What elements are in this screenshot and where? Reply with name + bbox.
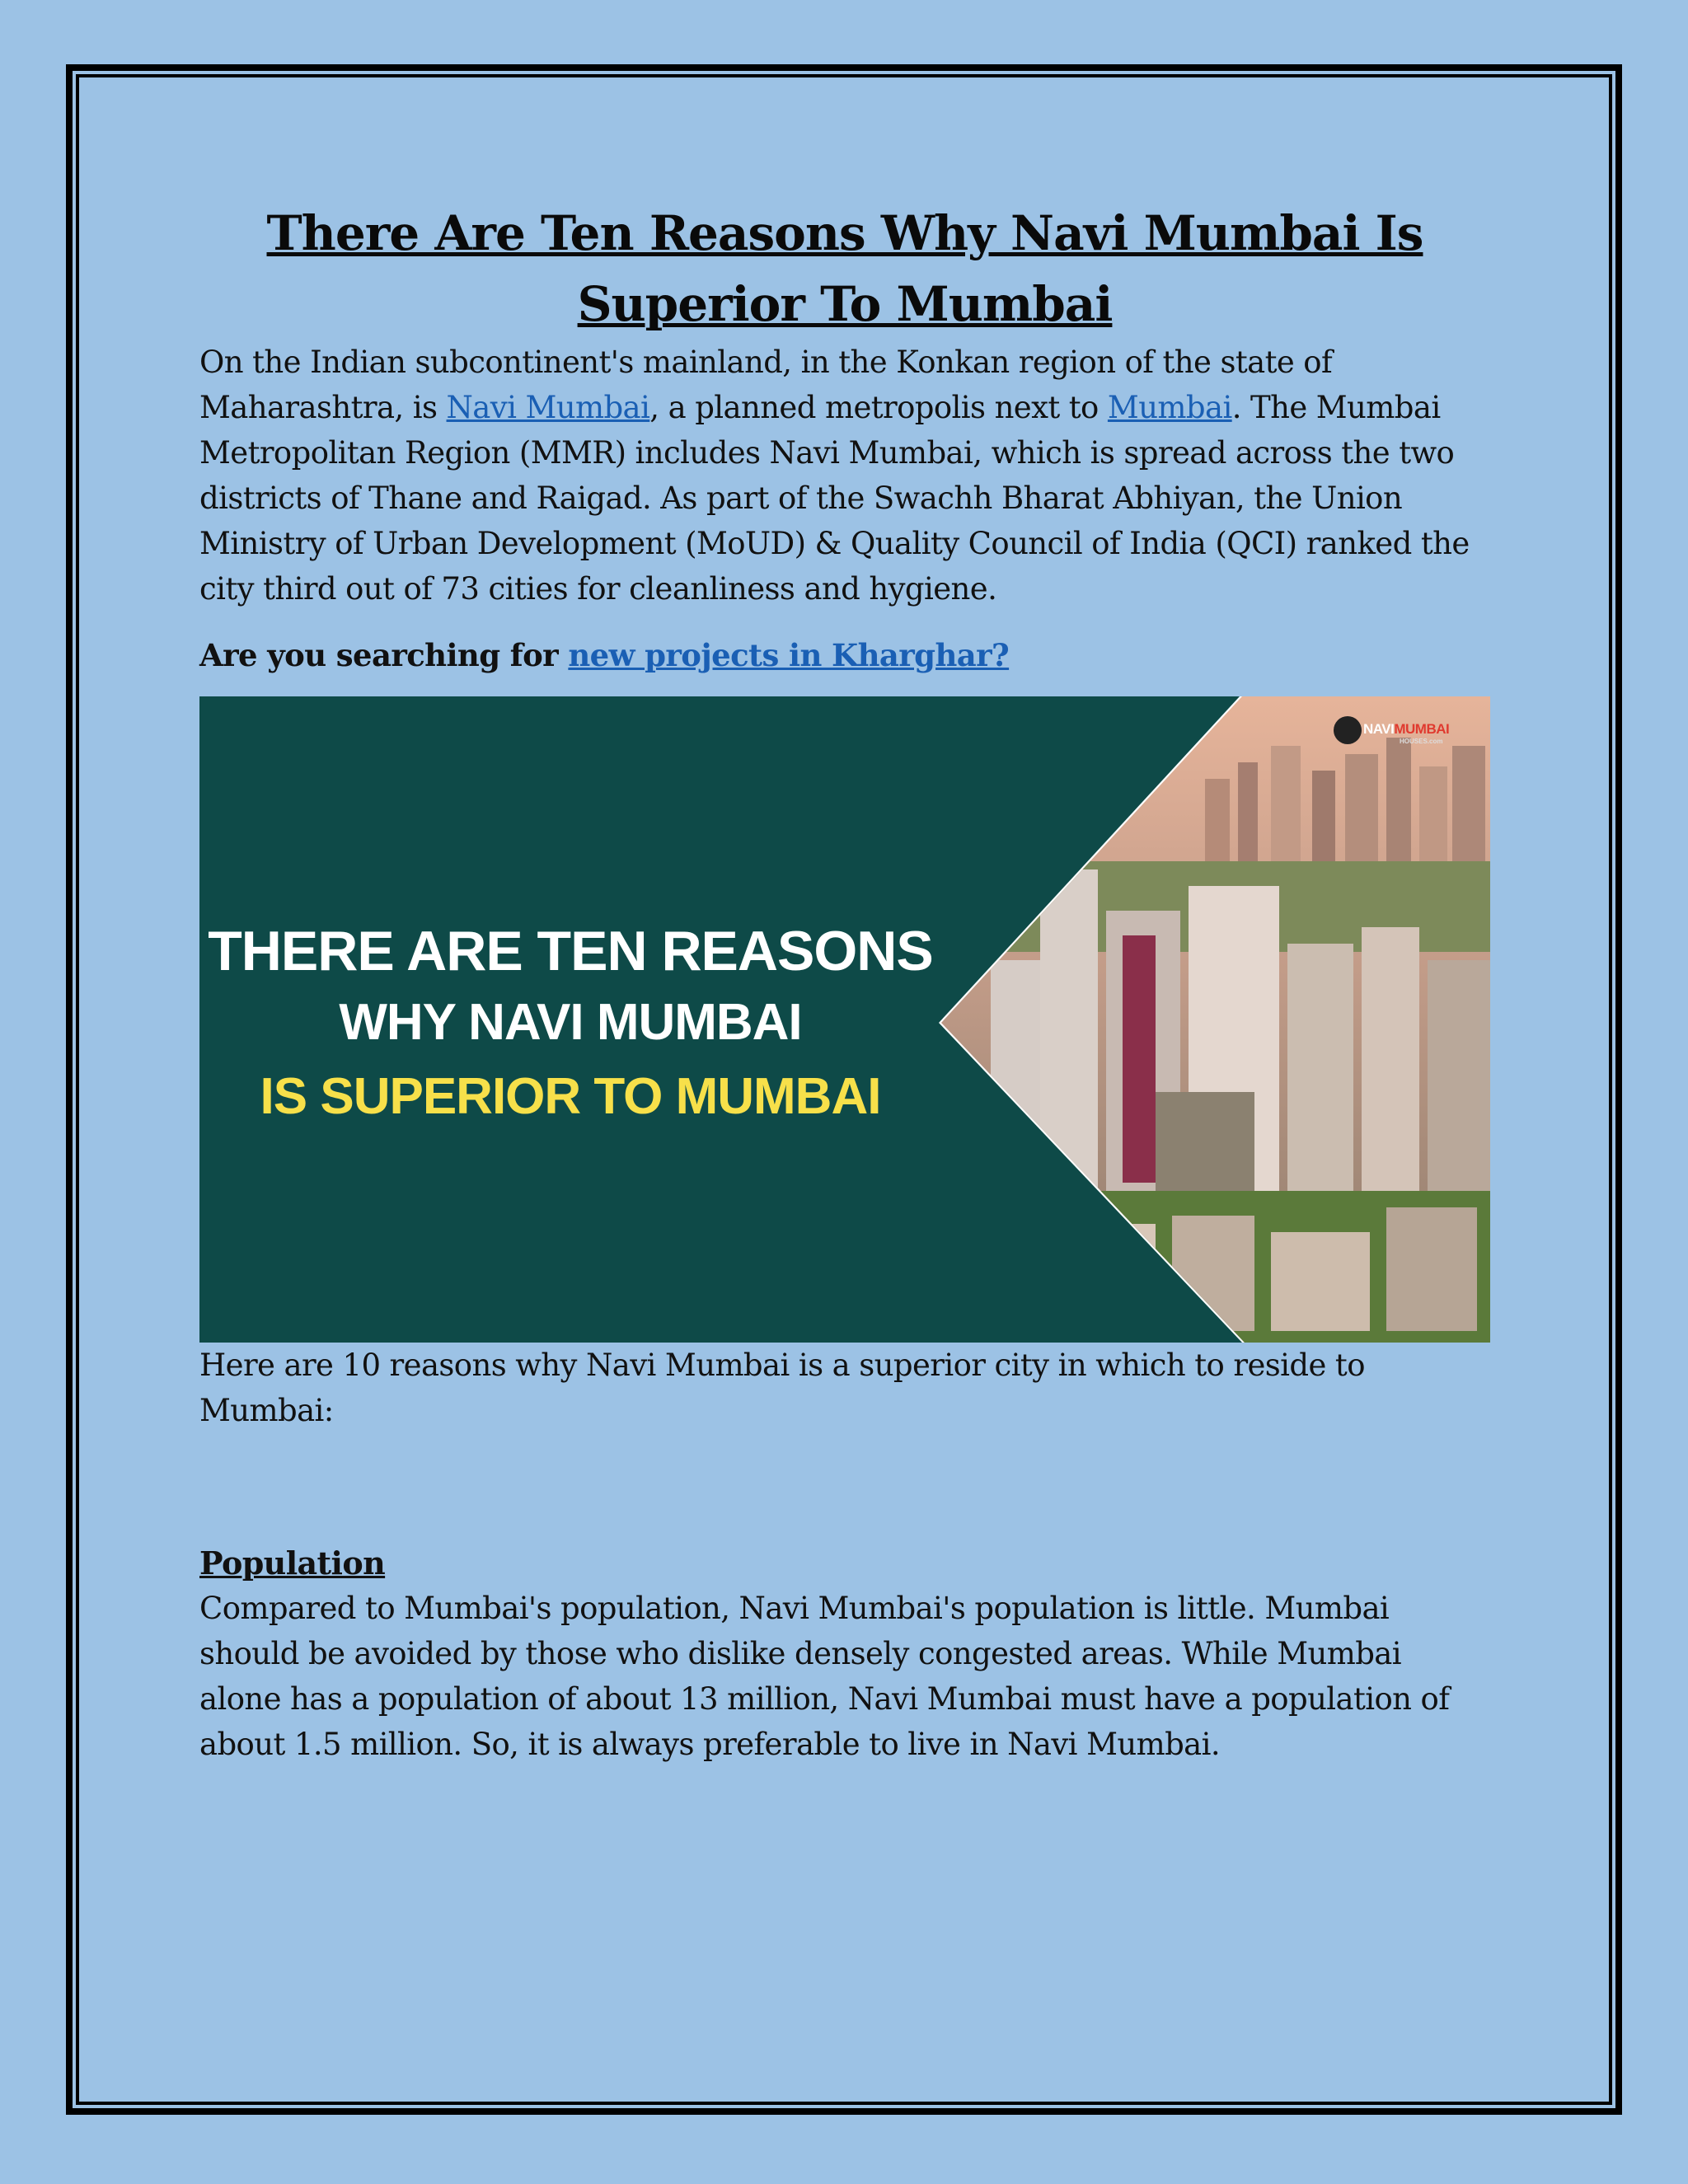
intro-text-2: , a planned metropolis next to	[649, 390, 1108, 425]
banner-headline-line-1: THERE ARE TEN REASONS	[208, 920, 933, 982]
reasons-intro: Here are 10 reasons why Navi Mumbai is a superior city in which to reside to Mumbai:	[199, 1347, 1365, 1428]
mumbai-link[interactable]: Mumbai	[1107, 390, 1232, 425]
banner-headline-line-2: WHY NAVI MUMBAI	[339, 994, 802, 1051]
intro-paragraph	[199, 340, 1490, 612]
intro-text-3: . The Mumbai Metropolitan Region (MMR) includes Navi Mumbai, which is spread across the two districts of Thane and Raigad. As part of the Swachh Bharat Abhiyan, the Union Ministry of Urban Development (MoUD) & Quality Council of India (QCI) ranked the city third out of 73 cities for cleanliness and hygiene.	[199, 390, 1470, 607]
page-title: There Are Ten Reasons Why Navi Mumbai Is Superior To Mumbai	[266, 205, 1423, 332]
logo-subtitle: HOUSES.com	[1400, 738, 1443, 745]
hero-banner-image	[199, 696, 1490, 1343]
intro-text-1: On the Indian subcontinent's mainland, in the Konkan region of the state of Maharashtra, is	[199, 344, 1333, 425]
logo-word-navi: NAVI	[1363, 721, 1395, 737]
banner-headline-line-3: IS SUPERIOR TO MUMBAI	[260, 1068, 881, 1125]
kharghar-projects-link[interactable]: new projects in Kharghar?	[568, 637, 1010, 673]
logo-word-mumbai: MUMBAI	[1394, 721, 1450, 737]
document-content	[199, 198, 1490, 1767]
navimumbai-houses-logo	[1334, 708, 1465, 751]
section-body-population: Compared to Mumbai's population, Navi Mumbai's population is little. Mumbai should be avoided by those who dislike densely congested areas. While Mumbai alone has a population of about 13 million, Navi Mumbai must have a population of about 1.5 million. So, it is always preferable to live in Navi Mumbai.	[199, 1591, 1450, 1762]
section-heading-population: Population	[199, 1544, 386, 1582]
search-prompt-text: Are you searching for	[199, 637, 569, 673]
search-prompt	[199, 633, 1490, 678]
logo-mark-icon	[1334, 716, 1362, 744]
navi-mumbai-link[interactable]: Navi Mumbai	[446, 390, 650, 425]
